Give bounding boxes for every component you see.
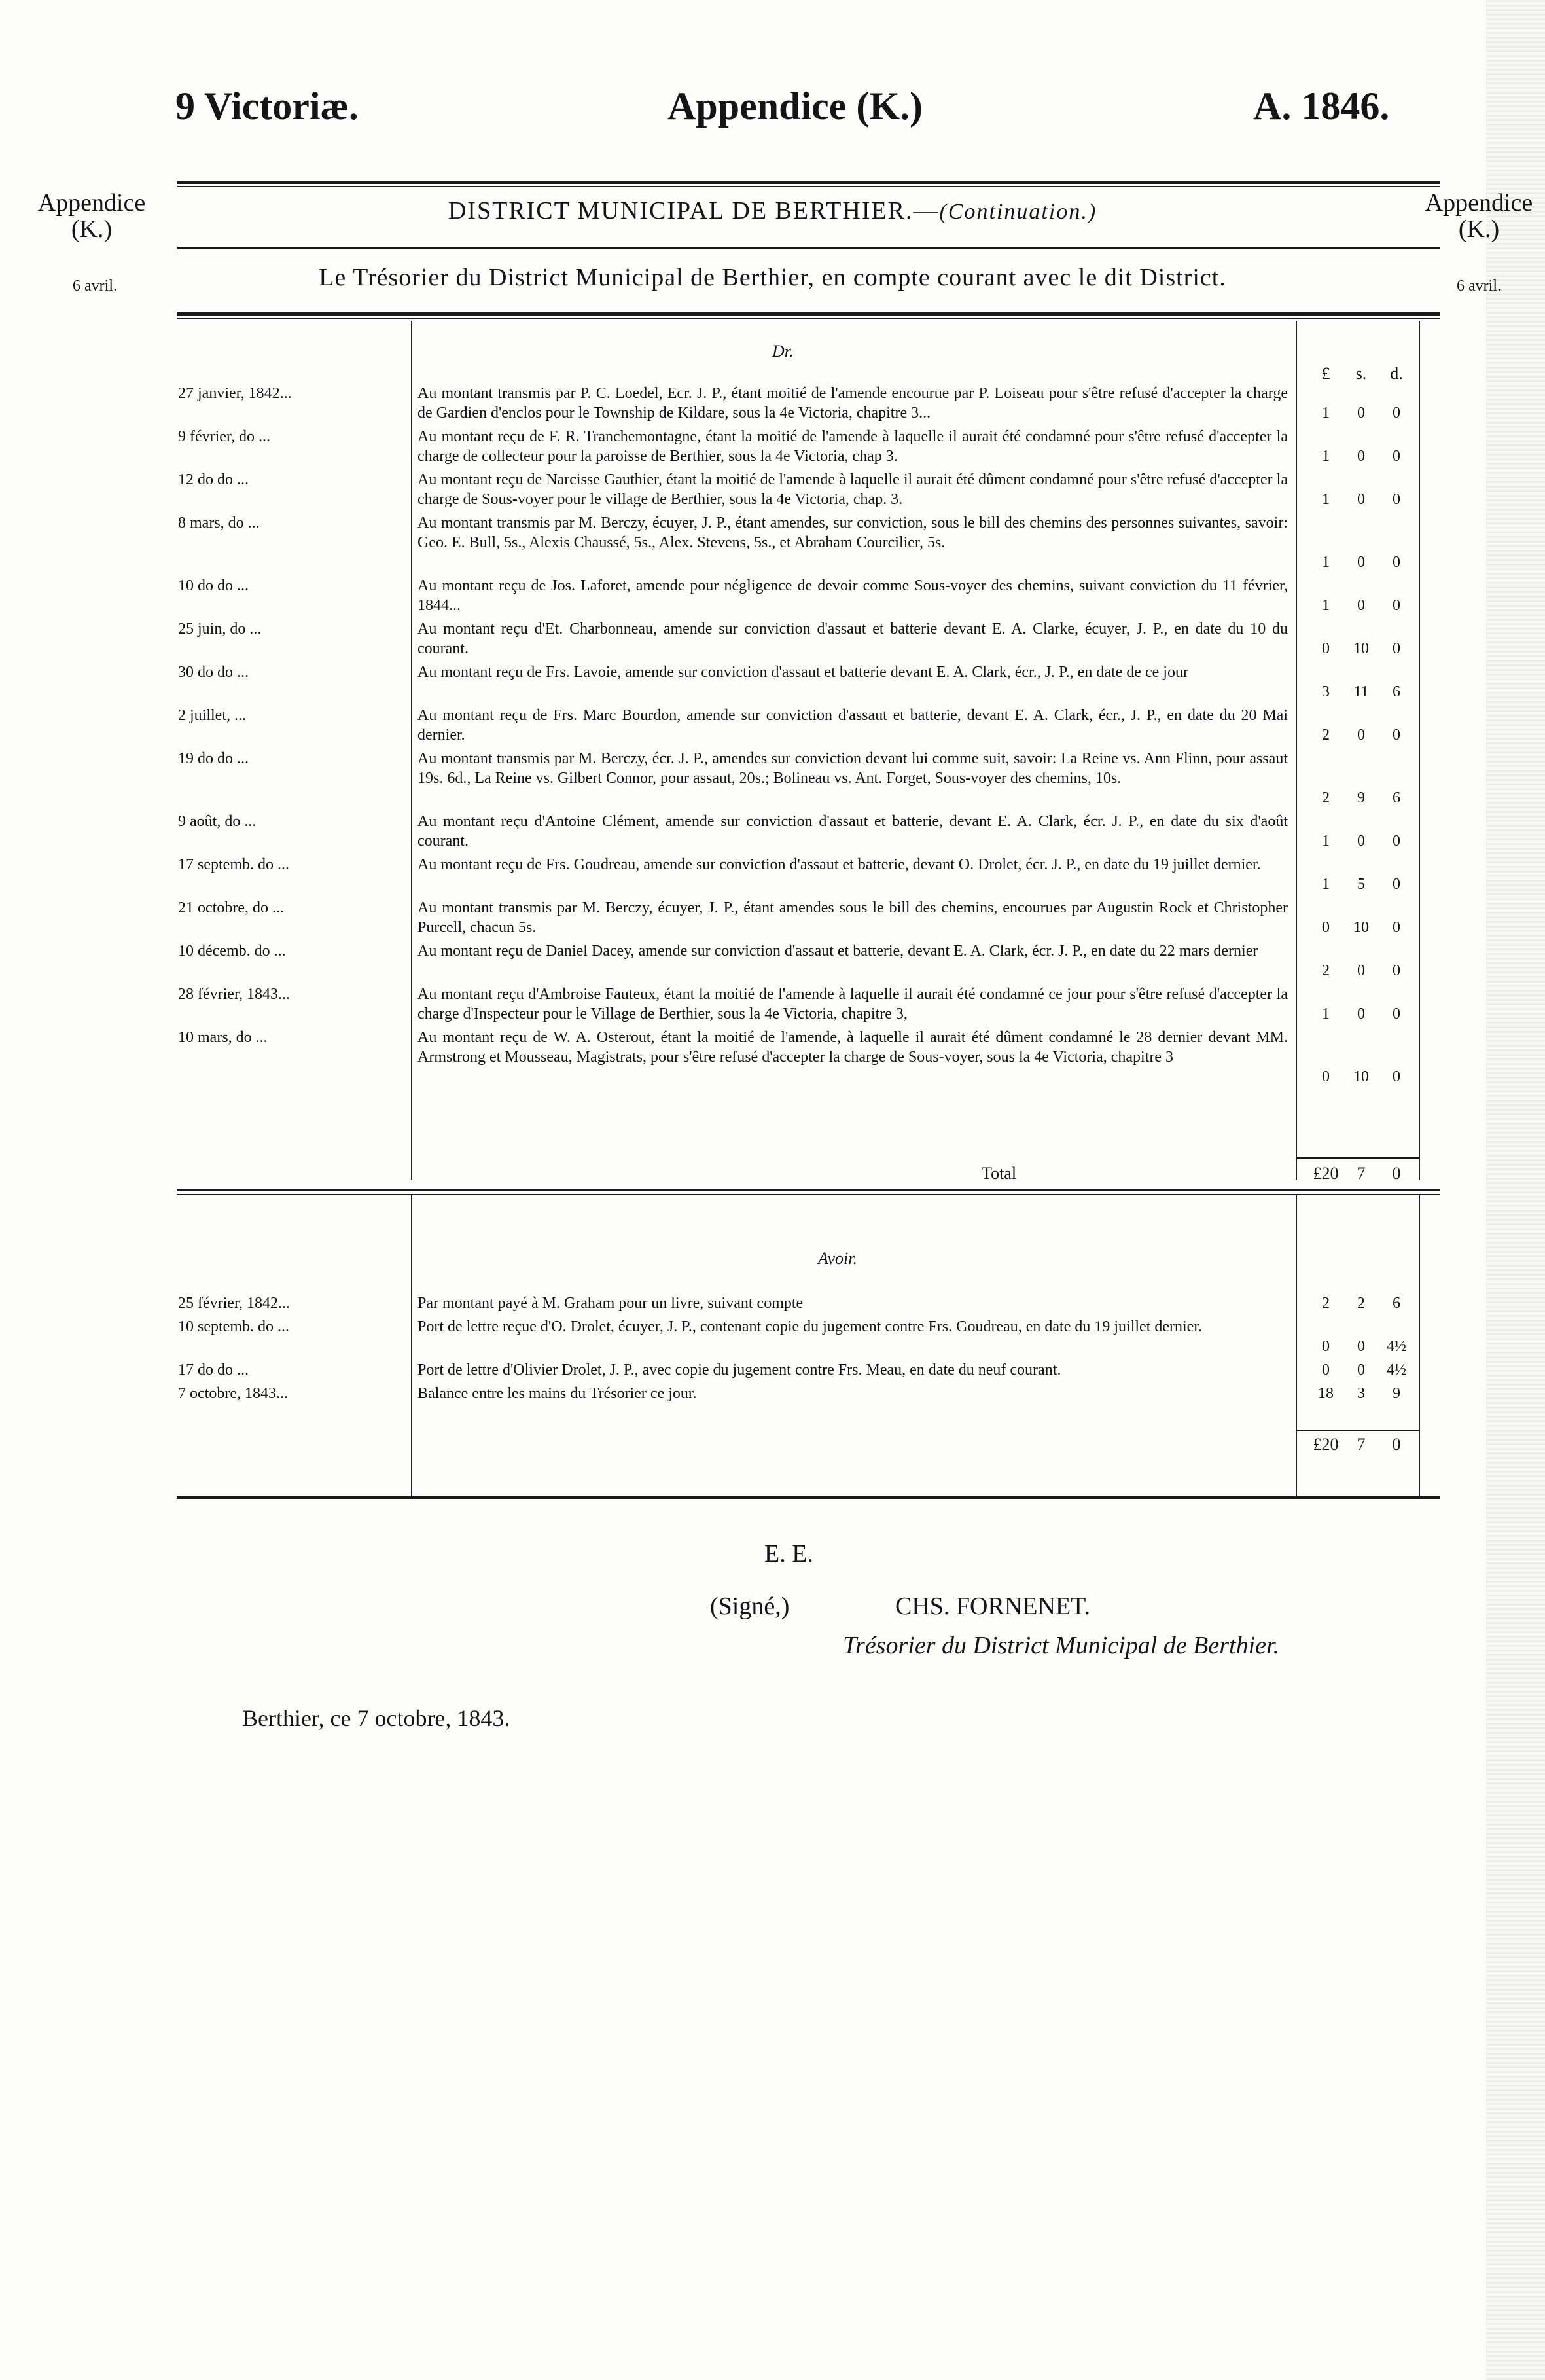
debit-amount-shillings: 0	[1357, 491, 1365, 508]
margin-right-appendix: Appendice	[1425, 189, 1533, 217]
credit-amount-pence: 4½	[1387, 1361, 1406, 1379]
debit-date: 21 octobre, do ...	[178, 899, 284, 916]
debit-amount	[1309, 596, 1413, 615]
debit-amount-pence: 0	[1393, 405, 1400, 422]
debit-amount-pounds: 3	[1322, 683, 1330, 700]
debit-date: 28 février, 1843...	[178, 986, 290, 1003]
debit-description: Au montant transmis par M. Berczy, écr. J. P., amendes sur conviction devant lui comme suit, savoir: La Reine vs. Ann Flinn, pour assaut 19s. 6d., La Reine vs. Gilbert Connor, pour assaut, 20s.; Bolineau vs. Ant. Forget, Sous-voyer des chemins, 10s.	[417, 750, 1288, 787]
margin-left-date: 6 avril.	[73, 278, 117, 295]
debit-amount-pence: 0	[1393, 554, 1400, 571]
debit-description: Au montant reçu d'Ambroise Fauteux, étant la moitié de l'amende à laquelle il aurait été condamné ce jour pour s'être refusé d'accepter la charge d'Inspecteur pour le Village de Berthier, sous la 4e Victoria, chapitre 3,	[417, 986, 1288, 1022]
debit-amount	[1309, 490, 1413, 509]
debit-description: Au montant reçu de Narcisse Gauthier, étant la moitié de l'amende à laquelle il aurait été dûment condamné pour s'être refusé d'accepter la charge de Sous-voyer pour le village de Berthier, sous la 4e Victoria, chap. 3.	[417, 471, 1288, 508]
debit-amount-pounds: 1	[1322, 491, 1330, 508]
credit-amount-pounds: 0	[1322, 1361, 1330, 1379]
debit-amount	[1309, 831, 1413, 851]
debit-amount-shillings: 0	[1357, 554, 1365, 571]
margin-right-date: 6 avril.	[1457, 278, 1501, 295]
account-title: Le Trésorier du District Municipal de Berthier, en compte courant avec le dit District.	[319, 264, 1226, 291]
debit-description: Au montant reçu de Frs. Goudreau, amende sur conviction d'assaut et batterie, devant O. Drolet, écr. J. P., en date du 19 juillet dernier.	[417, 856, 1261, 873]
credit-amount-shillings: 0	[1357, 1338, 1365, 1355]
debit-amount-pence: 6	[1393, 683, 1400, 700]
debit-description: Au montant transmis par P. C. Loedel, Ecr. J. P., étant moitié de l'amende encourue par P. Loiseau pour s'être refusé d'accepter la charge de Gardien d'enclos pour le Township de Kildare, sous la 4e Victoria, chapitre 3...	[417, 385, 1288, 422]
credit-amount-shillings: 3	[1357, 1385, 1365, 1402]
debit-amount	[1309, 918, 1413, 937]
debit-amount-pence: 0	[1393, 833, 1400, 850]
debit-description: Au montant reçu de Jos. Laforet, amende pour négligence de devoir comme Sous-voyer des chemins, suivant conviction du 11 février, 1844...	[417, 577, 1288, 614]
debit-amount	[1309, 961, 1413, 981]
debit-amount-pence: 0	[1393, 727, 1400, 744]
title-rule	[177, 247, 1440, 249]
debit-date: 12 do do ...	[178, 471, 249, 488]
debit-date: 25 juin, do ...	[178, 621, 262, 638]
debit-date: 9 août, do ...	[178, 813, 257, 830]
credit-total-rule	[1296, 1430, 1420, 1431]
credit-amount-pence: 9	[1393, 1385, 1400, 1402]
credit-total-pence: 0	[1392, 1435, 1401, 1454]
debit-end-rule-thin	[177, 1194, 1440, 1195]
debit-date: 30 do do ...	[178, 664, 249, 681]
credit-amount	[1309, 1337, 1413, 1356]
debit-heading: Dr.	[772, 342, 794, 361]
debit-description: Au montant reçu de F. R. Tranchemontagne, étant la moitié de l'amende à laquelle il aurait été condamné pour s'être refusé d'accepter la charge de collecteur pour la paroisse de Berthier, sous la 4e Victoria, chap 3.	[417, 428, 1288, 465]
debit-amount-pounds: 1	[1322, 448, 1330, 465]
credit-amount-pounds: 0	[1322, 1338, 1330, 1355]
margin-left-appendix: Appendice	[37, 189, 146, 217]
credit-amount-pounds: 2	[1322, 1295, 1330, 1312]
debit-amount-shillings: 9	[1357, 789, 1365, 806]
debit-amount-pounds: 2	[1322, 789, 1330, 806]
margin-left-k: (K.)	[71, 215, 113, 243]
debit-amount	[1309, 1067, 1413, 1087]
credit-description: Port de lettre reçue d'O. Drolet, écuyer, J. P., contenant copie du jugement contre Frs. Goudreau, en date du 19 juillet dernier.	[417, 1318, 1202, 1335]
credit-total-pounds: £20	[1313, 1435, 1339, 1454]
debit-description: Au montant reçu de Frs. Marc Bourdon, amende sur conviction d'assaut et batterie, devant E. A. Clark, écr., J. P., en date du 20 Mai dernier.	[417, 707, 1288, 744]
debit-description: Au montant transmis par M. Berczy, écuyer, J. P., étant amendes sous le bill des chemins, encourues par Augustin Rock et Christopher Purcell, chacun 5s.	[417, 899, 1288, 936]
district-title	[0, 196, 1545, 225]
debit-amount-pence: 0	[1393, 448, 1400, 465]
debit-total-amount	[1309, 1164, 1413, 1183]
debit-amount-pence: 0	[1393, 919, 1400, 936]
debit-description: Au montant reçu de Daniel Dacey, amende sur conviction d'assaut et batterie, devant E. A. Clark, écr. J. P., en date du 22 mars dernier	[417, 943, 1258, 960]
debit-date: 17 septemb. do ...	[178, 856, 289, 873]
credit-amount	[1309, 1293, 1413, 1313]
debit-total-label: Total	[982, 1164, 1017, 1183]
debit-amount-shillings: 0	[1357, 448, 1365, 465]
credit-amount-pence: 6	[1393, 1295, 1400, 1312]
debit-amount-shillings: 0	[1357, 405, 1365, 422]
account-rule-thin	[177, 318, 1440, 319]
top-rule-thin	[177, 186, 1440, 187]
header-year: A. 1846.	[1253, 84, 1390, 128]
debit-amount-shillings: 0	[1357, 1005, 1365, 1022]
debit-amount-shillings: 0	[1357, 962, 1365, 979]
credit-amount-divider	[1296, 1195, 1297, 1496]
credit-date-divider	[411, 1195, 412, 1496]
debit-amount	[1309, 725, 1413, 745]
debit-amount	[1309, 1004, 1413, 1024]
place-date: Berthier, ce 7 octobre, 1843.	[242, 1705, 510, 1731]
debit-amount-pounds: 0	[1322, 1068, 1330, 1085]
credit-date: 7 octobre, 1843...	[178, 1385, 288, 1402]
shilling-head: s.	[1355, 364, 1367, 383]
pound-head: £	[1321, 364, 1330, 383]
district-title-text: DISTRICT MUNICIPAL DE BERTHIER.—	[448, 197, 940, 225]
debit-date: 10 décemb. do ...	[178, 943, 286, 960]
pence-head: d.	[1390, 364, 1403, 383]
debit-date: 10 do do ...	[178, 577, 249, 594]
treasurer-name: CHS. FORNENET.	[895, 1593, 1091, 1620]
account-rule	[177, 312, 1440, 316]
credit-amount-shillings: 2	[1357, 1295, 1365, 1312]
treasurer-title: Trésorier du District Municipal de Berthier.	[843, 1632, 1280, 1659]
credit-description: Par montant payé à M. Graham pour un livre, suivant compte	[417, 1295, 804, 1312]
credit-date: 10 septemb. do ...	[178, 1318, 289, 1335]
debit-date: 19 do do ...	[178, 750, 249, 767]
debit-amount	[1309, 788, 1413, 808]
debit-amount-shillings: 0	[1357, 597, 1365, 614]
signed-label: (Signé,)	[710, 1593, 790, 1620]
district-continuation: (Continuation.)	[939, 200, 1097, 224]
debit-amount-pence: 0	[1393, 962, 1400, 979]
debit-amount-pounds: 1	[1322, 554, 1330, 571]
debit-amount	[1309, 552, 1413, 572]
debit-amount	[1309, 403, 1413, 423]
debit-description: Au montant reçu d'Antoine Clément, amende sur conviction d'assaut et batterie, devant E. A. Clark, écr. J. P., en date du six d'août courant.	[417, 813, 1288, 850]
debit-amount-pence: 6	[1393, 789, 1400, 806]
debit-amount-shillings: 0	[1357, 833, 1365, 850]
debit-amount-shillings: 5	[1357, 876, 1365, 893]
debit-amount-divider	[1296, 321, 1297, 1180]
credit-description: Port de lettre d'Olivier Drolet, J. P., avec copie du jugement contre Frs. Meau, en date du neuf courant.	[417, 1361, 1061, 1379]
debit-amount-pence: 0	[1393, 597, 1400, 614]
debit-right-border	[1419, 321, 1420, 1180]
debit-amount	[1309, 639, 1413, 658]
debit-amount-pounds: 0	[1322, 919, 1330, 936]
credit-amount	[1309, 1384, 1413, 1403]
header-session: 9 Victoriæ.	[175, 84, 359, 128]
debit-amount-pence: 0	[1393, 1068, 1400, 1085]
debit-total-shillings: 7	[1357, 1164, 1366, 1183]
debit-description: Au montant reçu d'Et. Charbonneau, amende sur conviction d'assaut et batterie devant E. A. Clarke, écuyer, J. P., en date du 10 du courant.	[417, 621, 1288, 657]
margin-right-k: (K.)	[1458, 215, 1500, 243]
debit-currency-head	[1309, 364, 1413, 384]
debit-amount-pounds: 1	[1322, 876, 1330, 893]
debit-amount-shillings: 0	[1357, 727, 1365, 744]
credit-heading: Avoir.	[818, 1249, 857, 1268]
ee-mark: E. E.	[764, 1540, 813, 1568]
debit-amount	[1309, 874, 1413, 894]
credit-date: 17 do do ...	[178, 1361, 249, 1379]
credit-amount	[1309, 1360, 1413, 1380]
debit-date: 9 février, do ...	[178, 428, 270, 445]
top-rule-thick	[177, 181, 1440, 184]
debit-date: 2 juillet, ...	[178, 707, 246, 724]
credit-end-rule	[177, 1496, 1440, 1499]
debit-amount-pounds: 1	[1322, 405, 1330, 422]
debit-amount-pounds: 2	[1322, 727, 1330, 744]
debit-total-pence: 0	[1392, 1164, 1401, 1183]
debit-date-divider	[411, 321, 412, 1180]
debit-amount-pounds: 1	[1322, 597, 1330, 614]
debit-amount-pounds: 1	[1322, 1005, 1330, 1022]
debit-amount-pence: 0	[1393, 640, 1400, 657]
debit-amount	[1309, 682, 1413, 702]
debit-amount-pence: 0	[1393, 1005, 1400, 1022]
credit-amount-pence: 4½	[1387, 1338, 1406, 1355]
credit-right-border	[1419, 1195, 1420, 1496]
debit-amount-shillings: 11	[1353, 683, 1369, 700]
debit-amount-shillings: 10	[1353, 1068, 1369, 1085]
credit-date: 25 février, 1842...	[178, 1295, 290, 1312]
credit-total-shillings: 7	[1357, 1435, 1366, 1454]
debit-amount-shillings: 10	[1353, 640, 1369, 657]
credit-description: Balance entre les mains du Trésorier ce jour.	[417, 1385, 697, 1402]
credit-amount-shillings: 0	[1357, 1361, 1365, 1379]
debit-description: Au montant reçu de Frs. Lavoie, amende sur conviction d'assaut et batterie devant E. A. Clark, écr., J. P., en date de ce jour	[417, 664, 1188, 681]
debit-amount-pence: 0	[1393, 491, 1400, 508]
debit-amount	[1309, 446, 1413, 466]
debit-amount-shillings: 10	[1353, 919, 1369, 936]
debit-end-rule	[177, 1189, 1440, 1191]
debit-total-pounds: £20	[1313, 1164, 1339, 1183]
debit-date: 27 janvier, 1842...	[178, 385, 292, 402]
debit-description: Au montant reçu de W. A. Osterout, étant la moitié de l'amende, à laquelle il aurait été dûment condamné le 28 dernier devant MM. Armstrong et Mousseau, Magistrats, pour s'être refusé d'accepter la charge de Sous-voyer, sous la 4e Victoria, chapitre 3	[417, 1029, 1288, 1066]
header-appendix: Appendice (K.)	[667, 84, 923, 128]
debit-amount-pounds: 2	[1322, 962, 1330, 979]
debit-date: 10 mars, do ...	[178, 1029, 268, 1046]
debit-amount-pence: 0	[1393, 876, 1400, 893]
credit-amount-pounds: 18	[1318, 1385, 1334, 1402]
credit-total-amount	[1309, 1435, 1413, 1454]
scan-edge-noise	[1486, 0, 1545, 2380]
debit-description: Au montant transmis par M. Berczy, écuyer, J. P., étant amendes, sur conviction, sous le bill des chemins des personnes suivantes, savoir: Geo. E. Bull, 5s., Alexis Chaussé, 5s., Alex. Stevens, 5s., et Abraham Courcilier, 5s.	[417, 514, 1288, 551]
total-rule	[1296, 1157, 1420, 1159]
debit-amount-pounds: 0	[1322, 640, 1330, 657]
debit-date: 8 mars, do ...	[178, 514, 260, 532]
debit-amount-pounds: 1	[1322, 833, 1330, 850]
